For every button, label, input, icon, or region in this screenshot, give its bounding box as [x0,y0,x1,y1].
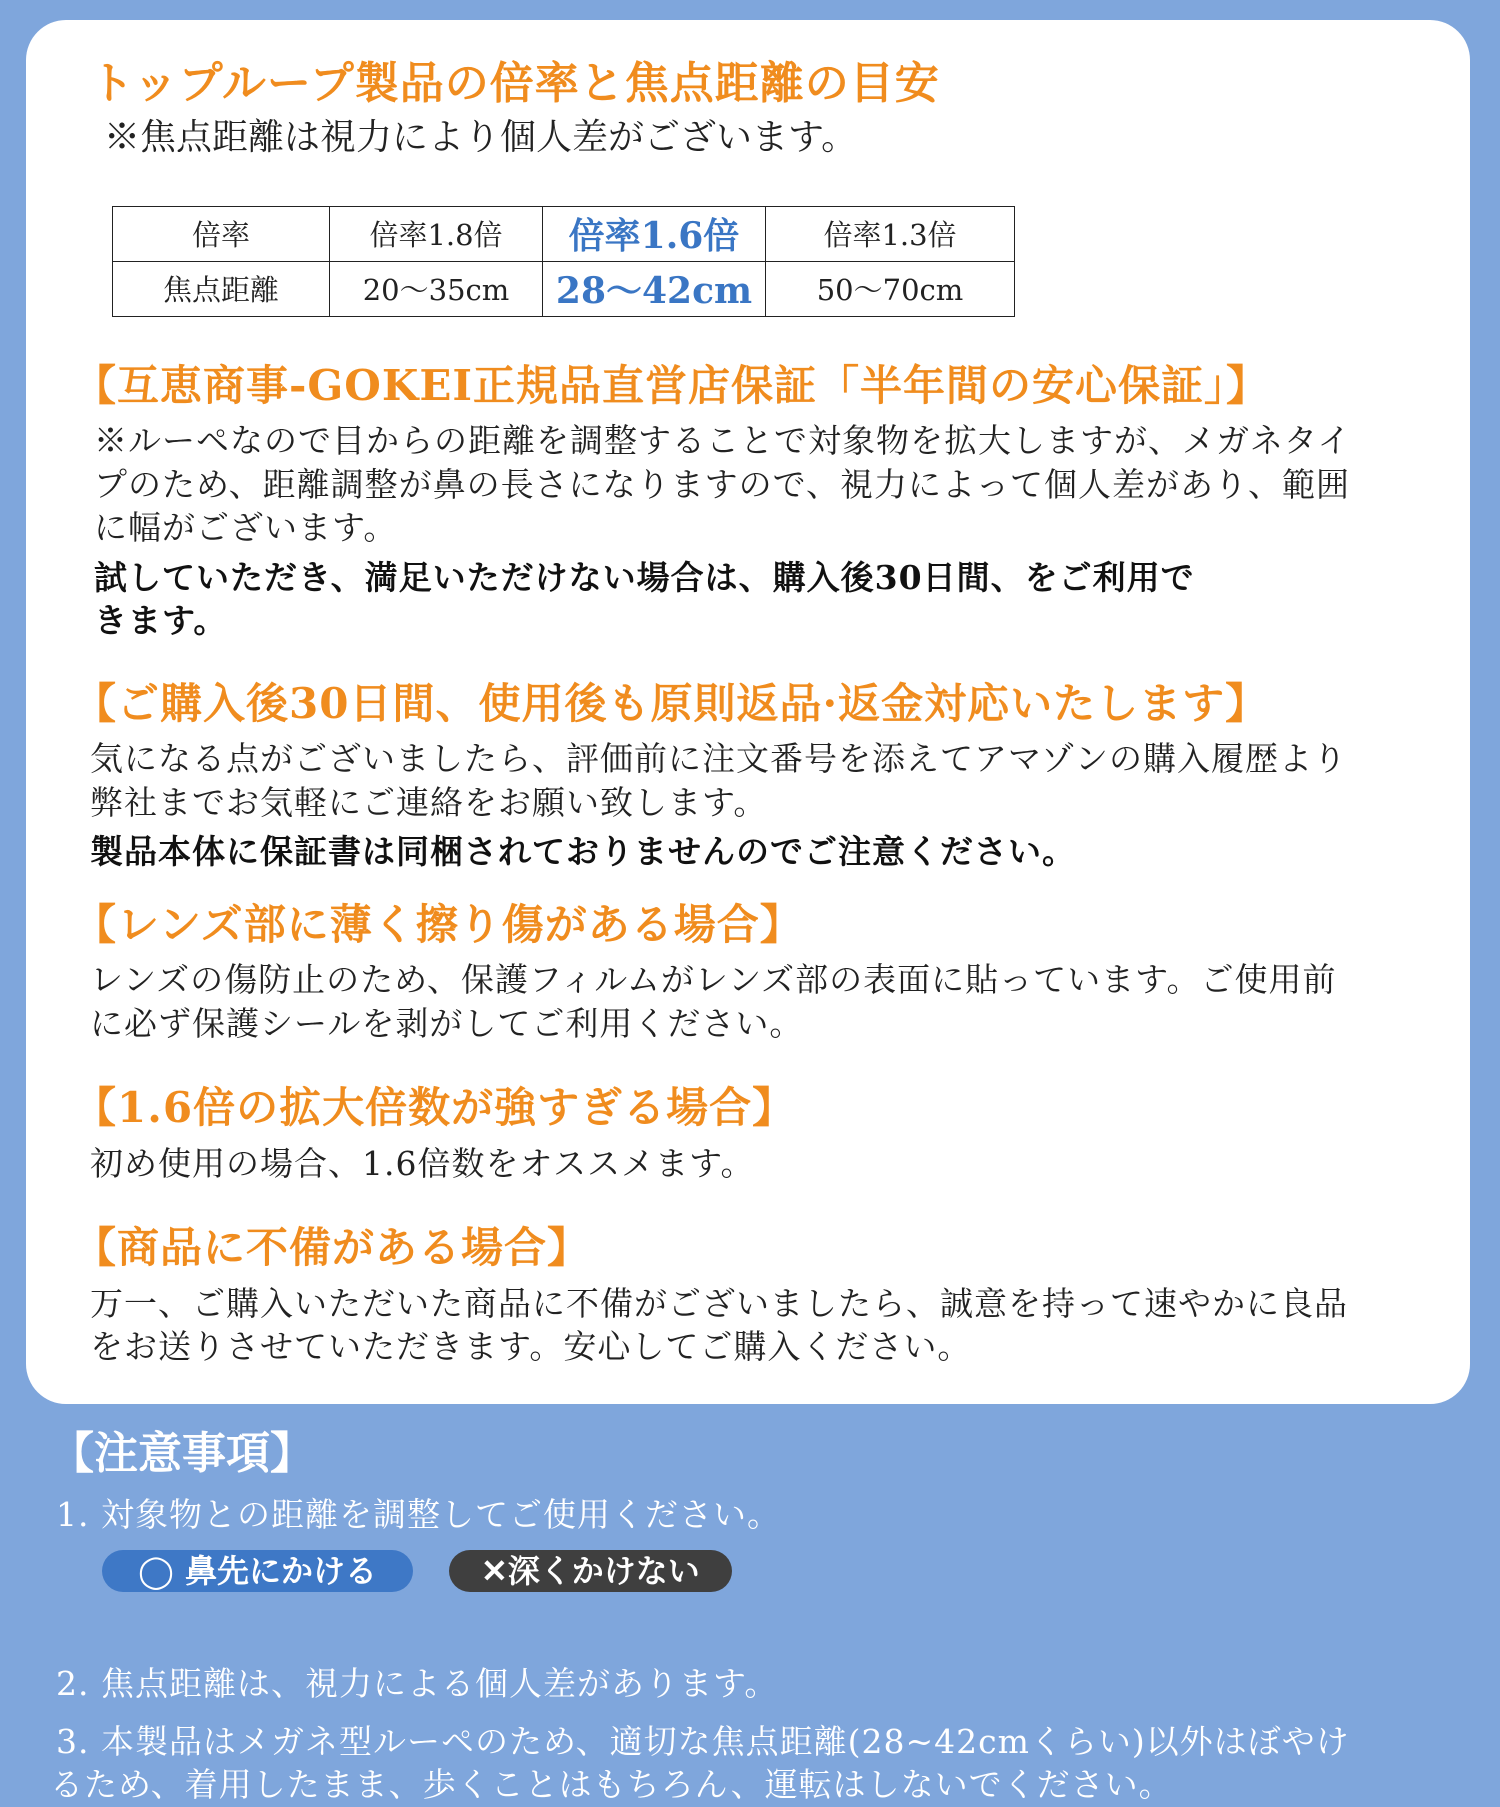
section-body-defect [90,1282,1434,1369]
section-heading-scratch: 【レンズ部に薄く擦り傷がある場合】 [74,899,803,949]
table-row [113,206,1015,261]
section-heading-magnification: 【1.6倍の拡大倍数が強すぎる場合】 [74,1083,796,1133]
body-line: レンズの傷防止のため、保護フィルムがレンズ部の表面に貼っています。ご使用前 [90,960,1337,1000]
table-cell: 50～70cm [766,261,1015,316]
section-body-magnification [90,1142,1434,1186]
magnification-table [112,206,1015,317]
table-cell: 倍率1.3倍 [766,206,1015,261]
body-line: プのため、距離調整が鼻の長さになりますので、視力によって個人差があり、範囲 [94,464,1351,504]
section-heading-defect: 【商品に不備がある場合】 [74,1223,591,1273]
info-card [26,20,1470,1404]
section-heading-warranty: 【互恵商事-GOKEI正規品直営店保証「半年間の安心保証」】 [74,360,1270,410]
body-line: 初め使用の場合、1.6倍数をオススメます。 [90,1143,755,1183]
caution-item-3 [50,1720,1476,1807]
section-body-scratch [90,958,1434,1045]
table-cell: 20～35cm [330,261,543,316]
page-title: トップループ製品の倍率と焦点距離の目安 [90,58,940,109]
body-line-bold: 試していただき、満足いただけない場合は、購入後30日間、をご利用で [94,557,1195,597]
table-cell-highlight: 28～42cm [543,261,766,316]
focal-note: ※焦点距離は視力により個人差がございます。 [104,116,858,158]
caution-item-1: 1. 対象物との距離を調整してご使用ください。 [56,1494,781,1534]
nose-tip-badge: ◯ 鼻先にかける [102,1550,413,1592]
body-line-bold: きます。 [94,601,228,641]
not-deep-badge: ✕深くかけない [449,1550,732,1592]
caution-line: 3. 本製品はメガネ型ルーペのため、適切な焦点距離(28~42cmくらい)以外はぼやけ [56,1721,1350,1761]
table-cell: 倍率1.8倍 [330,206,543,261]
wearing-guide [102,1550,1476,1594]
table-header-cell: 焦点距離 [113,261,330,316]
body-line: に幅がございます。 [94,508,398,548]
section-body-returns [90,737,1434,874]
table-header-cell: 倍率 [113,206,330,261]
section-body-warranty [94,419,1434,643]
body-line: 万一、ご購入いただいた商品に不備がございましたら、誠意を持って速やかに良品 [90,1283,1348,1323]
table-row [113,261,1015,316]
cautions-section [50,1428,1476,1807]
body-line: をお送りさせていただきます。安心してご購入ください。 [90,1327,972,1367]
section-heading-returns: 【ご購入後30日間、使用後も原則返品·返金対応いたします】 [74,678,1269,728]
caution-line: るため、着用したまま、歩くことはもちろん、運転はしないでください。 [50,1765,1173,1805]
caution-item-2: 2. 焦点距離は、視力による個人差があります。 [56,1664,779,1704]
body-line: 気になる点がございましたら、評価前に注文番号を添えてアマゾンの購入履歴より [90,739,1348,779]
body-line-bold: 製品本体に保証書は同梱されておりませんのでご注意ください。 [90,832,1076,872]
cautions-title: 【注意事項】 [50,1428,314,1479]
table-cell-highlight: 倍率1.6倍 [543,206,766,261]
body-line: に必ず保護シールを剥がしてご利用ください。 [90,1003,804,1043]
body-line: ※ルーペなので目からの距離を調整することで対象物を拡大しますが、メガネタイ [94,420,1352,460]
body-line: 弊社までお気軽にご連絡をお願い致します。 [90,782,768,822]
